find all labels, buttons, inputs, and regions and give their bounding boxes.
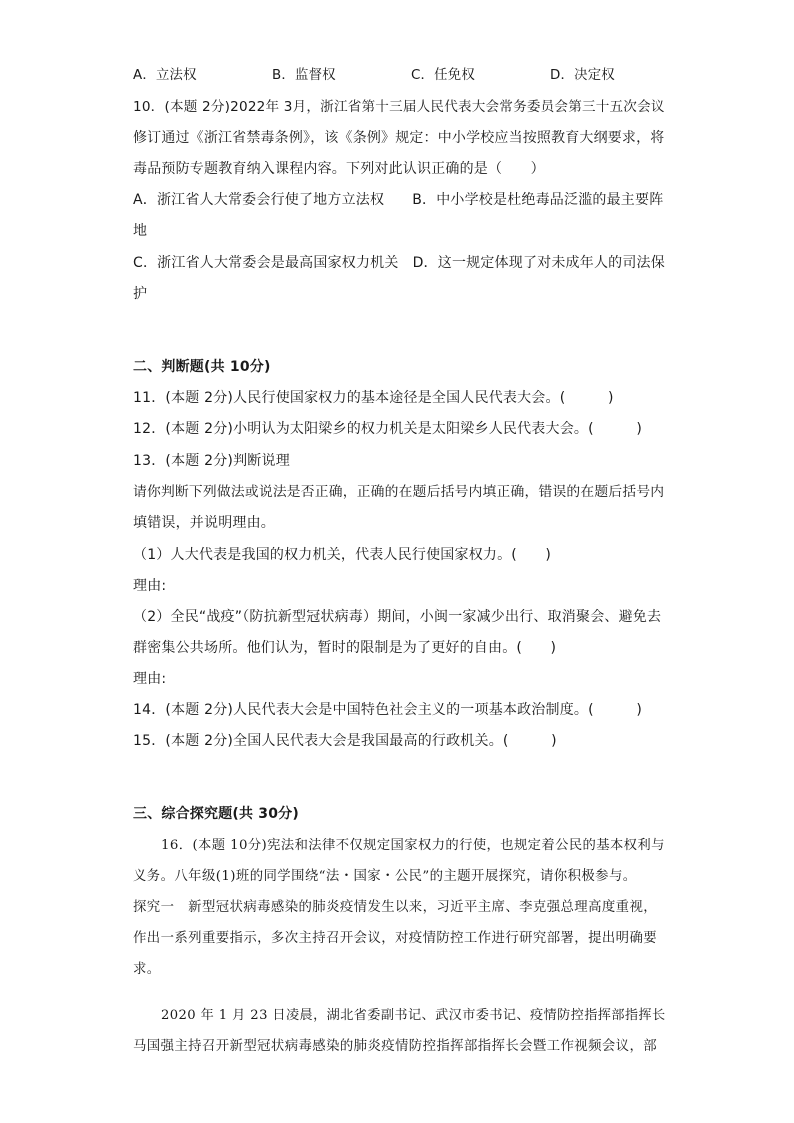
q10-option-d-cont: 护 xyxy=(133,286,148,302)
q16-para2-line-1: 2020 年 1 月 23 日凌晨，湖北省委副书记、武汉市委书记、疫情防控指挥部指挥长 xyxy=(161,1008,666,1023)
q14: 14．(本题 2分)人民代表大会是中国特色社会主义的一项基本政治制度。( ) xyxy=(133,702,643,718)
q16-line-3: 探究一 新型冠状病毒感染的肺炎疫情发生以来，习近平主席、李克强总理高度重视， xyxy=(133,900,658,915)
section2-heading: 二、判断题(共 10分) xyxy=(133,359,271,375)
q10-option-c[interactable]: C．浙江省人大常委会是最高国家权力机关 xyxy=(133,255,399,271)
q10-stem-line-3: 毒品预防专题教育纳入课程内容。下列对此认识正确的是（ ） xyxy=(133,161,545,177)
q13: 13．(本题 2分)判断说理 xyxy=(133,453,290,469)
q9-options xyxy=(133,66,689,86)
q16-line-2: 义务。八年级(1)班的同学围绕“法・国家・公民”的主题开展探究，请你积极参与。 xyxy=(133,869,637,884)
q13-item-2-line-2: 群密集公共场所。他们认为，暂时的限制是为了更好的自由。( ) xyxy=(133,640,557,656)
q15: 15．(本题 2分)全国人民代表大会是我国最高的行政机关。( ) xyxy=(133,733,557,749)
q10-option-b[interactable]: B．中小学校是杜绝毒品泛滥的最主要阵 xyxy=(412,192,664,208)
q10-stem-line-2: 修订通过《浙江省禁毒条例》，该《条例》规定：中小学校应当按照教育大纲要求，将 xyxy=(133,130,665,146)
q10-options-cd xyxy=(133,253,665,273)
q13-instruction-1: 请你判断下列做法或说法是否正确，正确的在题后括号内填正确，错误的在题后括号内 xyxy=(133,484,665,500)
q16-line-1: 16．(本题 10分)宪法和法律不仅规定国家权力的行使，也规定着公民的基本权利与 xyxy=(161,838,665,853)
q11: 11．(本题 2分)人民行使国家权力的基本途径是全国人民代表大会。( ) xyxy=(133,390,614,406)
q9-option-d[interactable]: D．决定权 xyxy=(550,68,615,83)
q12: 12．(本题 2分)小明认为太阳梁乡的权力机关是太阳梁乡人民代表大会。( ) xyxy=(133,421,643,437)
q10-option-b-cont: 地 xyxy=(133,223,148,239)
q9-option-b[interactable]: B．监督权 xyxy=(272,68,336,83)
q13-reason-1: 理由: xyxy=(133,578,167,594)
q10-option-d[interactable]: D．这一规定体现了对未成年人的司法保 xyxy=(412,255,665,271)
q10-options-ab xyxy=(133,190,663,210)
q16-para2-line-2: 马国强主持召开新型冠状病毒感染的肺炎疫情防控指挥部指挥长会暨工作视频会议，部 xyxy=(133,1039,658,1054)
q16-line-5: 求。 xyxy=(133,962,161,977)
q13-item-1: （1）人大代表是我国的权力机关，代表人民行使国家权力。( ) xyxy=(133,547,552,563)
q16-line-4: 作出一系列重要指示，多次主持召开会议，对疫情防控工作进行研究部署，提出明确要 xyxy=(133,931,658,946)
q10-stem-line-1: 10．(本题 2分)2022年 3月，浙江省第十三届人民代表大会常务委员会第三十五次会议 xyxy=(133,99,665,115)
q13-reason-2: 理由: xyxy=(133,671,167,687)
section3-heading: 三、综合探究题(共 30分) xyxy=(133,806,299,822)
q13-item-2-line-1: （2）全民“战疫”（防抗新型冠状病毒）期间，小闽一家减少出行、取消聚会、避免去 xyxy=(133,609,662,625)
q9-option-a[interactable]: A．立法权 xyxy=(133,68,197,83)
q13-instruction-2: 填错误，并说明理由。 xyxy=(133,515,275,531)
q10-option-a[interactable]: A．浙江省人大常委会行使了地方立法权 xyxy=(133,192,385,208)
q9-option-c[interactable]: C．任免权 xyxy=(411,68,475,83)
